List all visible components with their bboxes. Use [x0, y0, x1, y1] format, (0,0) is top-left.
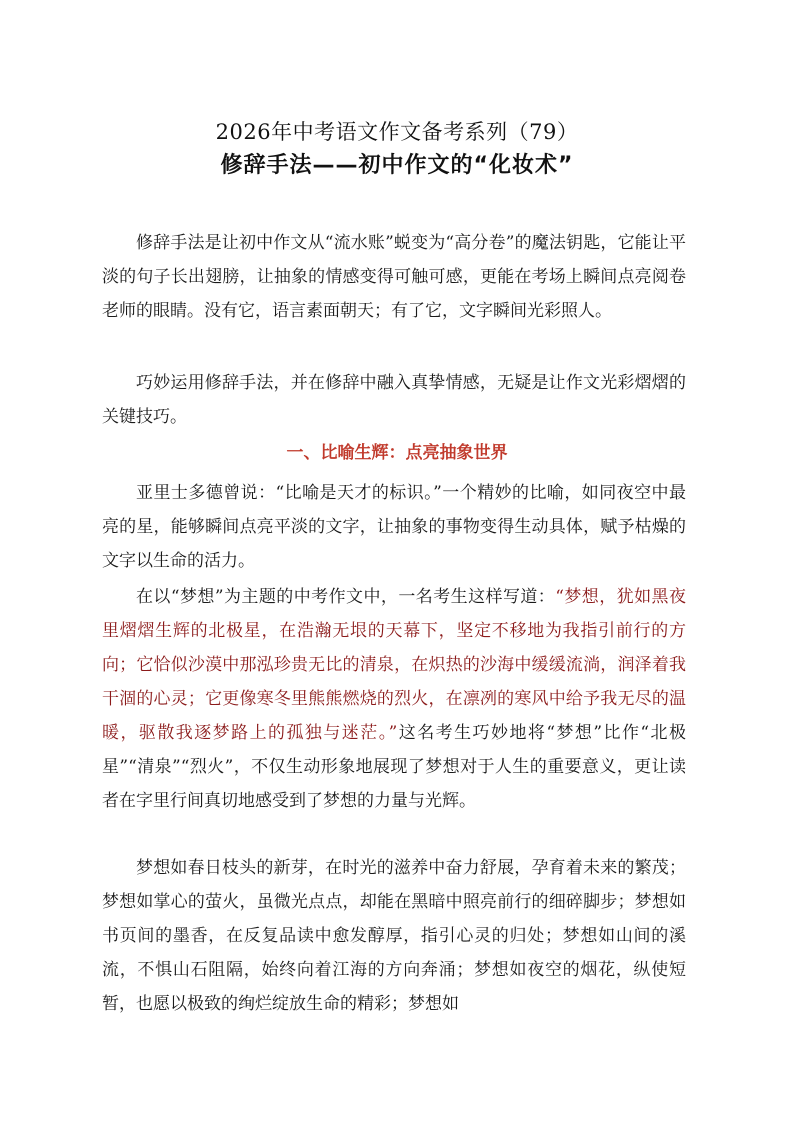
paragraph-example: [102, 580, 686, 818]
document-title: 2026年中考语文作文备考系列（79）: [215, 120, 579, 144]
paragraph-aristotle: 亚里士多德曾说：“比喻是天才的标识。”一个精妙的比喻，如同夜空中最亮的星，能够瞬间点亮平淡的文字，让抽象的事物变得生动具体，赋予枯燥的文字以生命的活力。: [102, 483, 686, 571]
example-intro: 在以“梦想”为主题的中考作文中，一名考生这样写道：: [136, 587, 556, 607]
paragraph-dream-metaphors: 梦想如春日枝头的新芽，在时光的滋养中奋力舒展，孕育着未来的繁茂；梦想如掌心的萤火，虽微光点点，却能在黑暗中照亮前行的细碎脚步；梦想如书页间的墨香，在反复品读中愈发醇厚，指引心灵的归处；梦想如山间的溪流，不惧山石阻隔，始终向着江海的方向奔涌；梦想如夜空的烟花，纵使短暂，也愿以极致的绚烂绽放生命的精彩；梦想如: [102, 858, 686, 1014]
example-analysis: 这名考生巧妙地将“梦想”比作“北极星”“清泉”“烈火”，不仅生动形象地展现了梦想对于人生的重要意义，更让读者在字里行间真切地感受到了梦想的力量与光辉。: [102, 723, 686, 811]
document-subtitle: 修辞手法——初中作文的“化妆术”: [220, 153, 574, 178]
paragraph-intro: 修辞手法是让初中作文从“流水账”蜕变为“高分卷”的魔法钥匙，它能让平淡的句子长出翅膀，让抽象的情感变得可触可感，更能在考场上瞬间点亮阅卷老师的眼睛。没有它，语言素面朝天；有了它，文字瞬间光彩照人。: [102, 233, 686, 321]
section-heading-metaphor: 一、比喻生辉：点亮抽象世界: [286, 443, 508, 463]
paragraph-key-skill: 巧妙运用修辞手法，并在修辞中融入真挚情感，无疑是让作文光彩熠熠的关键技巧。: [102, 373, 686, 427]
example-quote: “梦想，犹如黑夜里熠熠生辉的北极星，在浩瀚无垠的天幕下，坚定不移地为我指引前行的方向；它恰似沙漠中那泓珍贵无比的清泉，在炽热的沙海中缓缓流淌，润泽着我干涸的心灵；它更像寒冬里熊熊燃烧的烈火，在凛冽的寒风中给予我无尽的温暖，驱散我逐梦路上的孤独与迷茫。”: [102, 587, 686, 743]
